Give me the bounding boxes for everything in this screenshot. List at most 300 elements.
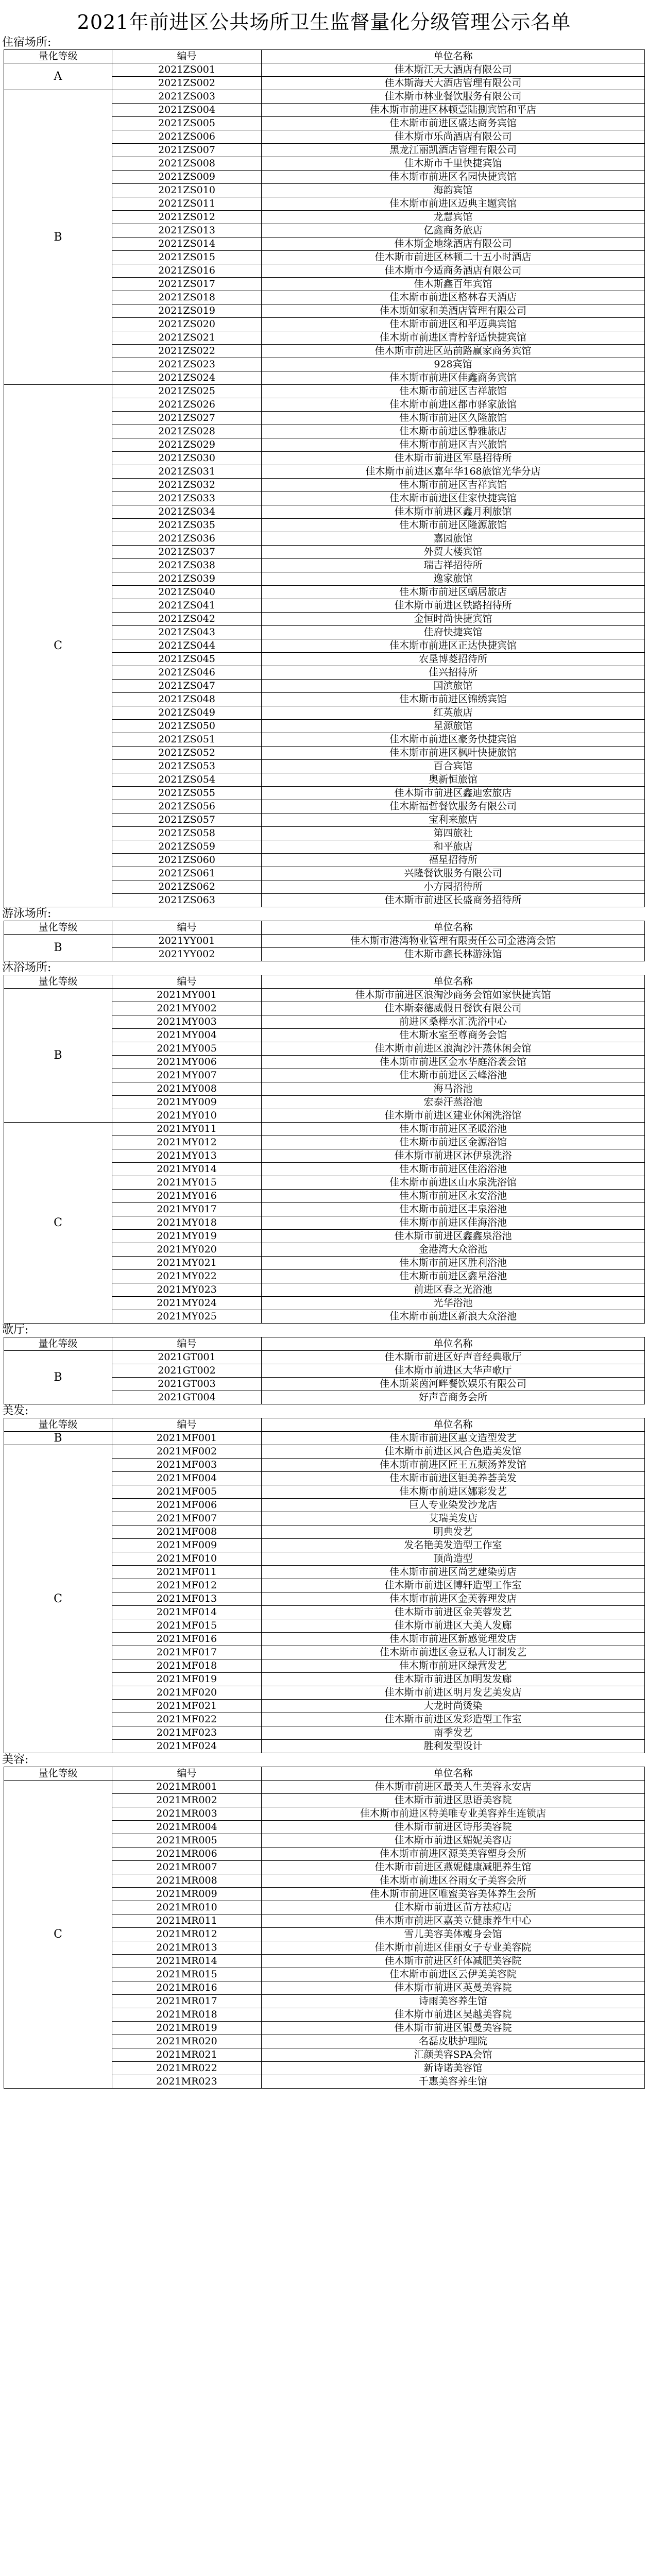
table-row	[4, 1123, 645, 1136]
name-cell: 明典发艺	[262, 1526, 645, 1539]
code-cell: 2021ZS007	[112, 144, 262, 157]
name-cell: 佳木斯市前进区浪淘沙商务会馆如家快捷宾馆	[262, 989, 645, 1002]
grade-cell: B	[4, 1351, 112, 1404]
name-cell: 顶尚造型	[262, 1552, 645, 1566]
code-cell: 2021ZS054	[112, 773, 262, 787]
name-cell: 佳木斯市前进区金芙蓉发艺	[262, 1606, 645, 1619]
name-cell: 佳木斯市前进区吴越美容院	[262, 2008, 645, 2022]
code-cell: 2021MR012	[112, 1928, 262, 1941]
name-cell: 佳木斯市港湾物业管理有限责任公司金港湾会馆	[262, 935, 645, 948]
name-cell: 佳木斯市前进区思语美容院	[262, 1794, 645, 1807]
name-cell: 佳木斯鑫百年宾馆	[262, 278, 645, 291]
code-cell: 2021ZS036	[112, 532, 262, 546]
name-cell: 佳木斯市前进区胜利浴池	[262, 1257, 645, 1270]
name-cell: 佳木斯市前进区金豆私人订制发艺	[262, 1646, 645, 1659]
name-cell: 佳木斯市前进区鑫迪宏旅店	[262, 787, 645, 800]
name-cell: 诗雨美容养生馆	[262, 1995, 645, 2008]
table-row	[4, 63, 645, 77]
code-cell: 2021MF011	[112, 1566, 262, 1579]
code-cell: 2021MR010	[112, 1901, 262, 1914]
code-cell: 2021MR001	[112, 1781, 262, 1794]
name-cell: 红英旅店	[262, 706, 645, 720]
name-cell: 雪儿美容美体瘦身会馆	[262, 1928, 645, 1941]
name-cell: 佳木斯市前进区鑫月利旅馆	[262, 505, 645, 519]
name-cell: 佳府快捷宾馆	[262, 626, 645, 639]
code-cell: 2021MY011	[112, 1123, 262, 1136]
code-cell: 2021MY003	[112, 1015, 262, 1029]
name-cell: 佳木斯市前进区圣暖浴池	[262, 1123, 645, 1136]
name-cell: 佳木斯市前进区青柠舒适快捷宾馆	[262, 331, 645, 345]
code-cell: 2021ZS033	[112, 492, 262, 505]
code-cell: 2021MY020	[112, 1243, 262, 1257]
name-cell: 佳木斯市前进区佳家快捷宾馆	[262, 492, 645, 505]
name-cell: 佳木斯市前进区静雅旅店	[262, 425, 645, 438]
code-cell: 2021MY007	[112, 1069, 262, 1082]
name-cell: 发名艳美发造型工作室	[262, 1539, 645, 1552]
code-cell: 2021MR022	[112, 2062, 262, 2075]
code-cell: 2021ZS042	[112, 613, 262, 626]
name-cell: 百合宾馆	[262, 760, 645, 773]
name-cell: 佳木斯市前进区长盛商务招待所	[262, 894, 645, 907]
code-cell: 2021MY001	[112, 989, 262, 1002]
name-cell: 佳木斯市前进区和平迈典宾馆	[262, 318, 645, 331]
header-grade: 量化等级	[4, 50, 112, 63]
header-name: 单位名称	[262, 975, 645, 989]
name-cell: 佳木斯市前进区新感觉理发店	[262, 1633, 645, 1646]
code-cell: 2021ZS031	[112, 465, 262, 479]
code-cell: 2021MY022	[112, 1270, 262, 1283]
name-cell: 佳木斯市前进区新浪大众浴池	[262, 1310, 645, 1324]
code-cell: 2021MF020	[112, 1686, 262, 1700]
code-cell: 2021ZS032	[112, 479, 262, 492]
name-cell: 金港湾大众浴池	[262, 1243, 645, 1257]
name-cell: 佳木斯市前进区绿营发艺	[262, 1659, 645, 1673]
name-cell: 佳木斯市前进区浪淘沙汗蒸休闲会馆	[262, 1042, 645, 1056]
name-cell: 佳木斯市前进区锦绣宾馆	[262, 693, 645, 706]
name-cell: 佳木斯市前进区久隆旅馆	[262, 412, 645, 425]
code-cell: 2021MR007	[112, 1861, 262, 1874]
name-cell: 佳木斯市前进区建业休闲洗浴馆	[262, 1109, 645, 1123]
code-cell: 2021ZS024	[112, 371, 262, 385]
code-cell: 2021ZS023	[112, 358, 262, 371]
section-title: 歌厅:	[2, 1324, 29, 1336]
code-cell: 2021MR020	[112, 2035, 262, 2048]
header-name: 单位名称	[262, 1337, 645, 1351]
code-cell: 2021ZS006	[112, 130, 262, 144]
code-cell: 2021ZS001	[112, 63, 262, 77]
name-cell: 佳木斯市前进区好声音经典歌厅	[262, 1351, 645, 1364]
name-cell: 第四旅社	[262, 827, 645, 840]
code-cell: 2021MF003	[112, 1459, 262, 1472]
name-cell: 佳木斯市前进区吉兴旅馆	[262, 438, 645, 452]
code-cell: 2021ZS057	[112, 814, 262, 827]
code-cell: 2021MY019	[112, 1230, 262, 1243]
code-cell: 2021MY017	[112, 1203, 262, 1216]
code-cell: 2021ZS019	[112, 304, 262, 318]
code-cell: 2021MY015	[112, 1176, 262, 1190]
name-cell: 佳木斯市前进区钜美养荟美发	[262, 1472, 645, 1485]
code-cell: 2021MR016	[112, 1981, 262, 1995]
name-cell: 佳木斯市前进区博轩造型工作室	[262, 1579, 645, 1592]
code-cell: 2021MF023	[112, 1726, 262, 1740]
code-cell: 2021ZS015	[112, 251, 262, 264]
header-code: 编号	[112, 50, 262, 63]
code-cell: 2021MY021	[112, 1257, 262, 1270]
code-cell: 2021MR017	[112, 1995, 262, 2008]
code-cell: 2021ZS009	[112, 171, 262, 184]
name-cell: 佳木斯市林业餐饮服务有限公司	[262, 90, 645, 104]
name-cell: 亿鑫商务旅店	[262, 224, 645, 238]
code-cell: 2021ZS018	[112, 291, 262, 304]
code-cell: 2021MR014	[112, 1955, 262, 1968]
header-grade: 量化等级	[4, 1767, 112, 1781]
code-cell: 2021ZS021	[112, 331, 262, 345]
code-cell: 2021MY018	[112, 1216, 262, 1230]
name-cell: 汇颜美容SPA会馆	[262, 2048, 645, 2062]
name-cell: 佳木斯市前进区迈典主题宾馆	[262, 197, 645, 211]
table-row	[4, 1781, 645, 1794]
name-cell: 佳木斯市前进区沐伊泉洗浴	[262, 1149, 645, 1163]
code-cell: 2021MF017	[112, 1646, 262, 1659]
document-title: 2021年前进区公共场所卫生监督量化分级管理公示名单	[77, 11, 571, 33]
header-name: 单位名称	[262, 1767, 645, 1781]
name-cell: 前进区春之光浴池	[262, 1283, 645, 1297]
code-cell: 2021MR005	[112, 1834, 262, 1848]
name-cell: 前进区桑榉水汇洗浴中心	[262, 1015, 645, 1029]
name-cell: 佳木斯市前进区大美人发廊	[262, 1619, 645, 1633]
name-cell: 佳木斯市前进区苗方祛痘店	[262, 1901, 645, 1914]
code-cell: 2021ZS052	[112, 747, 262, 760]
grade-cell: B	[4, 90, 112, 385]
code-cell: 2021ZS027	[112, 412, 262, 425]
name-cell: 佳木斯市前进区娜彩发艺	[262, 1485, 645, 1499]
code-cell: 2021ZS044	[112, 639, 262, 653]
name-cell: 佳木斯市乐尚酒店有限公司	[262, 130, 645, 144]
code-cell: 2021MR018	[112, 2008, 262, 2022]
code-cell: 2021MY012	[112, 1136, 262, 1149]
code-cell: 2021ZS060	[112, 854, 262, 867]
code-cell: 2021MR002	[112, 1794, 262, 1807]
code-cell: 2021GT004	[112, 1391, 262, 1404]
code-cell: 2021MF022	[112, 1713, 262, 1726]
name-cell: 佳木斯市前进区山水泉洗浴馆	[262, 1176, 645, 1190]
code-cell: 2021ZS046	[112, 666, 262, 680]
code-cell: 2021MF001	[112, 1432, 262, 1445]
name-cell: 佳木斯市前进区铁路招待所	[262, 599, 645, 613]
code-cell: 2021ZS012	[112, 211, 262, 224]
code-cell: 2021MY013	[112, 1149, 262, 1163]
code-cell: 2021ZS037	[112, 546, 262, 559]
name-cell: 黑龙江丽凯酒店管理有限公司	[262, 144, 645, 157]
code-cell: 2021ZS022	[112, 345, 262, 358]
name-cell: 佳木斯市前进区唯蜜美容美体养生会所	[262, 1888, 645, 1901]
name-cell: 佳木斯市前进区纤体减肥美容院	[262, 1955, 645, 1968]
name-cell: 佳木斯市前进区格林春天酒店	[262, 291, 645, 304]
name-cell: 佳木斯市前进区尚艺建染剪店	[262, 1566, 645, 1579]
code-cell: 2021ZS056	[112, 800, 262, 814]
name-cell: 佳木斯市千里快捷宾馆	[262, 157, 645, 171]
name-cell: 龙慧宾馆	[262, 211, 645, 224]
code-cell: 2021ZS020	[112, 318, 262, 331]
code-cell: 2021MR015	[112, 1968, 262, 1981]
header-code: 编号	[112, 975, 262, 989]
grade-cell: C	[4, 1123, 112, 1324]
code-cell: 2021ZS043	[112, 626, 262, 639]
name-cell: 佳木斯泰德威假日餐饮有限公司	[262, 1002, 645, 1015]
name-cell: 佳木斯市前进区金水华庭浴袭会馆	[262, 1056, 645, 1069]
code-cell: 2021ZS034	[112, 505, 262, 519]
name-cell: 佳木斯市前进区佳海浴池	[262, 1216, 645, 1230]
grade-cell: C	[4, 1781, 112, 2089]
code-cell: 2021ZS047	[112, 680, 262, 693]
code-cell: 2021ZS026	[112, 398, 262, 412]
code-cell: 2021ZS062	[112, 880, 262, 894]
table-row	[4, 1445, 645, 1459]
code-cell: 2021ZS059	[112, 840, 262, 854]
name-cell: 佳木斯市前进区吉祥宾馆	[262, 479, 645, 492]
header-row	[4, 975, 645, 989]
section-title: 游泳场所:	[2, 907, 52, 920]
name-cell: 佳木斯市前进区最美人生美容永安店	[262, 1781, 645, 1794]
name-cell: 新诗诺美容馆	[262, 2062, 645, 2075]
header-name: 单位名称	[262, 1418, 645, 1432]
header-name: 单位名称	[262, 50, 645, 63]
code-cell: 2021MR008	[112, 1874, 262, 1888]
code-cell: 2021MF019	[112, 1673, 262, 1686]
code-cell: 2021MY005	[112, 1042, 262, 1056]
name-cell: 佳木斯莱茵河畔餐饮娱乐有限公司	[262, 1378, 645, 1391]
name-cell: 嘉园旅馆	[262, 532, 645, 546]
code-cell: 2021MF006	[112, 1499, 262, 1512]
name-cell: 佳木斯市前进区源美美容塑身会所	[262, 1848, 645, 1861]
name-cell: 佳木斯市前进区正达快捷宾馆	[262, 639, 645, 653]
table-row	[4, 989, 645, 1002]
name-cell: 巨人专业染发沙龙店	[262, 1499, 645, 1512]
name-cell: 佳兴招待所	[262, 666, 645, 680]
name-cell: 佳木斯市前进区燕妮健康减肥养生馆	[262, 1861, 645, 1874]
name-cell: 星源旅馆	[262, 720, 645, 733]
code-cell: 2021ZS016	[112, 264, 262, 278]
name-cell: 佳木斯市前进区发彩造型工作室	[262, 1713, 645, 1726]
code-cell: 2021ZS048	[112, 693, 262, 706]
name-cell: 佳木斯市前进区金芙蓉理发店	[262, 1592, 645, 1606]
name-cell: 佳木斯市今适商务酒店有限公司	[262, 264, 645, 278]
name-cell: 佳木斯市前进区吉祥旅馆	[262, 385, 645, 398]
name-cell: 海马浴池	[262, 1082, 645, 1096]
sections-container	[0, 36, 648, 2089]
name-cell: 兴隆餐饮服务有限公司	[262, 867, 645, 880]
name-cell: 佳木斯水室至尊商务会馆	[262, 1029, 645, 1042]
name-cell: 金恒时尚快捷宾馆	[262, 613, 645, 626]
header-row	[4, 1767, 645, 1781]
code-cell: 2021ZS040	[112, 586, 262, 599]
name-cell: 佳木斯市前进区大华声歌厅	[262, 1364, 645, 1378]
name-cell: 佳木斯市前进区永安浴池	[262, 1190, 645, 1203]
name-cell: 佳木斯市前进区英曼美容院	[262, 1981, 645, 1995]
code-cell: 2021ZS051	[112, 733, 262, 747]
code-cell: 2021MF012	[112, 1579, 262, 1592]
section-table	[4, 1418, 645, 1753]
header-row	[4, 921, 645, 935]
code-cell: 2021MR021	[112, 2048, 262, 2062]
name-cell: 佳木斯市前进区枫叶快捷旅馆	[262, 747, 645, 760]
grade-cell: B	[4, 989, 112, 1123]
header-code: 编号	[112, 1418, 262, 1432]
grade-cell: C	[4, 385, 112, 907]
code-cell: 2021MR003	[112, 1807, 262, 1821]
name-cell: 宝利来旅店	[262, 814, 645, 827]
header-grade: 量化等级	[4, 975, 112, 989]
code-cell: 2021MY006	[112, 1056, 262, 1069]
code-cell: 2021ZS058	[112, 827, 262, 840]
name-cell: 千惠美容养生馆	[262, 2075, 645, 2089]
name-cell: 佳木斯市前进区都市驿家旅馆	[262, 398, 645, 412]
code-cell: 2021MY023	[112, 1283, 262, 1297]
header-code: 编号	[112, 1767, 262, 1781]
name-cell: 928宾馆	[262, 358, 645, 371]
code-cell: 2021MF018	[112, 1659, 262, 1673]
name-cell: 佳木斯市前进区诗彤美容院	[262, 1821, 645, 1834]
code-cell: 2021GT003	[112, 1378, 262, 1391]
name-cell: 佳木斯市前进区嘉年华168旅馆光华分店	[262, 465, 645, 479]
code-cell: 2021MY009	[112, 1096, 262, 1109]
table-row	[4, 385, 645, 398]
code-cell: 2021ZS045	[112, 653, 262, 666]
code-cell: 2021MY016	[112, 1190, 262, 1203]
name-cell: 佳木斯市前进区云伊美美容院	[262, 1968, 645, 1981]
code-cell: 2021YY001	[112, 935, 262, 948]
code-cell: 2021ZS041	[112, 599, 262, 613]
code-cell: 2021MF008	[112, 1526, 262, 1539]
code-cell: 2021MR011	[112, 1914, 262, 1928]
section-title: 沐浴场所:	[2, 961, 52, 974]
header-row	[4, 1337, 645, 1351]
section-title: 住宿场所:	[2, 36, 52, 49]
name-cell: 佳木斯江天大酒店有限公司	[262, 63, 645, 77]
name-cell: 和平旅店	[262, 840, 645, 854]
code-cell: 2021MF016	[112, 1633, 262, 1646]
code-cell: 2021ZS013	[112, 224, 262, 238]
grade-cell: C	[4, 1445, 112, 1753]
name-cell: 胜利发型设计	[262, 1740, 645, 1753]
header-grade: 量化等级	[4, 1418, 112, 1432]
name-cell: 佳木斯市前进区媚妮美容店	[262, 1834, 645, 1848]
code-cell: 2021ZS063	[112, 894, 262, 907]
code-cell: 2021ZS049	[112, 706, 262, 720]
code-cell: 2021MF002	[112, 1445, 262, 1459]
name-cell: 佳木斯市前进区军垦招待所	[262, 452, 645, 465]
code-cell: 2021MR004	[112, 1821, 262, 1834]
header-row	[4, 50, 645, 63]
name-cell: 佳木斯市前进区银曼美容院	[262, 2022, 645, 2035]
name-cell: 佳木斯市前进区明月发艺美发店	[262, 1686, 645, 1700]
table-row	[4, 935, 645, 948]
table-row	[4, 1432, 645, 1445]
name-cell: 佳木斯如家和美酒店管理有限公司	[262, 304, 645, 318]
code-cell: 2021MF009	[112, 1539, 262, 1552]
name-cell: 佳木斯市前进区特美唯专业美容养生连锁店	[262, 1807, 645, 1821]
code-cell: 2021MF004	[112, 1472, 262, 1485]
name-cell: 佳木斯金地缘酒店有限公司	[262, 238, 645, 251]
name-cell: 佳木斯市前进区丰泉浴池	[262, 1203, 645, 1216]
code-cell: 2021ZS055	[112, 787, 262, 800]
name-cell: 佳木斯市前进区云峰浴池	[262, 1069, 645, 1082]
name-cell: 大龙时尚烫染	[262, 1700, 645, 1713]
name-cell: 佳木斯市前进区加明发发廊	[262, 1673, 645, 1686]
grade-cell: A	[4, 63, 112, 90]
grade-cell: B	[4, 1432, 112, 1445]
name-cell: 佳木斯市前进区盛达商务宾馆	[262, 117, 645, 130]
name-cell: 海韵宾馆	[262, 184, 645, 197]
code-cell: 2021ZS014	[112, 238, 262, 251]
section-title: 美发:	[2, 1404, 29, 1417]
code-cell: 2021ZS025	[112, 385, 262, 398]
name-cell: 好声音商务会所	[262, 1391, 645, 1404]
code-cell: 2021MF014	[112, 1606, 262, 1619]
name-cell: 佳木斯市前进区蜗居旅店	[262, 586, 645, 599]
name-cell: 佳木斯市前进区林顿壹陆捌宾馆和平店	[262, 104, 645, 117]
name-cell: 佳木斯市前进区佳丽女子专业美容院	[262, 1941, 645, 1955]
code-cell: 2021YY002	[112, 948, 262, 961]
name-cell: 佳木斯市前进区谷雨女子美容会所	[262, 1874, 645, 1888]
table-row	[4, 90, 645, 104]
code-cell: 2021MY014	[112, 1163, 262, 1176]
grade-cell: B	[4, 935, 112, 961]
code-cell: 2021MY008	[112, 1082, 262, 1096]
name-cell: 佳木斯市前进区嘉美立健康养生中心	[262, 1914, 645, 1928]
code-cell: 2021ZS002	[112, 77, 262, 90]
name-cell: 佳木斯市前进区鑫鑫泉浴池	[262, 1230, 645, 1243]
section-table	[4, 1337, 645, 1404]
code-cell: 2021MF013	[112, 1592, 262, 1606]
code-cell: 2021ZS028	[112, 425, 262, 438]
code-cell: 2021MF015	[112, 1619, 262, 1633]
code-cell: 2021ZS008	[112, 157, 262, 171]
section-table	[4, 1767, 645, 2089]
section-table	[4, 49, 645, 907]
code-cell: 2021ZS004	[112, 104, 262, 117]
code-cell: 2021MR019	[112, 2022, 262, 2035]
code-cell: 2021ZS038	[112, 559, 262, 572]
code-cell: 2021GT002	[112, 1364, 262, 1378]
code-cell: 2021MY010	[112, 1109, 262, 1123]
code-cell: 2021ZS039	[112, 572, 262, 586]
code-cell: 2021ZS050	[112, 720, 262, 733]
code-cell: 2021GT001	[112, 1351, 262, 1364]
code-cell: 2021ZS035	[112, 519, 262, 532]
name-cell: 逸家旅馆	[262, 572, 645, 586]
name-cell: 小方园招待所	[262, 880, 645, 894]
name-cell: 佳木斯市前进区金源浴馆	[262, 1136, 645, 1149]
section-title: 美容:	[2, 1753, 29, 1766]
name-cell: 佳木斯市鑫长林游泳馆	[262, 948, 645, 961]
name-cell: 奥新恒旅馆	[262, 773, 645, 787]
section-table	[4, 975, 645, 1324]
header-code: 编号	[112, 921, 262, 935]
name-cell: 福星招待所	[262, 854, 645, 867]
code-cell: 2021MY004	[112, 1029, 262, 1042]
code-cell: 2021MF010	[112, 1552, 262, 1566]
name-cell: 佳木斯福哲餐饮服务有限公司	[262, 800, 645, 814]
code-cell: 2021MR023	[112, 2075, 262, 2089]
code-cell: 2021MF024	[112, 1740, 262, 1753]
name-cell: 佳木斯市前进区惠文造型发艺	[262, 1432, 645, 1445]
name-cell: 佳木斯市前进区佳鑫商务宾馆	[262, 371, 645, 385]
code-cell: 2021ZS017	[112, 278, 262, 291]
code-cell: 2021MY025	[112, 1310, 262, 1324]
code-cell: 2021ZS029	[112, 438, 262, 452]
name-cell: 佳木斯市前进区名园快捷宾馆	[262, 171, 645, 184]
